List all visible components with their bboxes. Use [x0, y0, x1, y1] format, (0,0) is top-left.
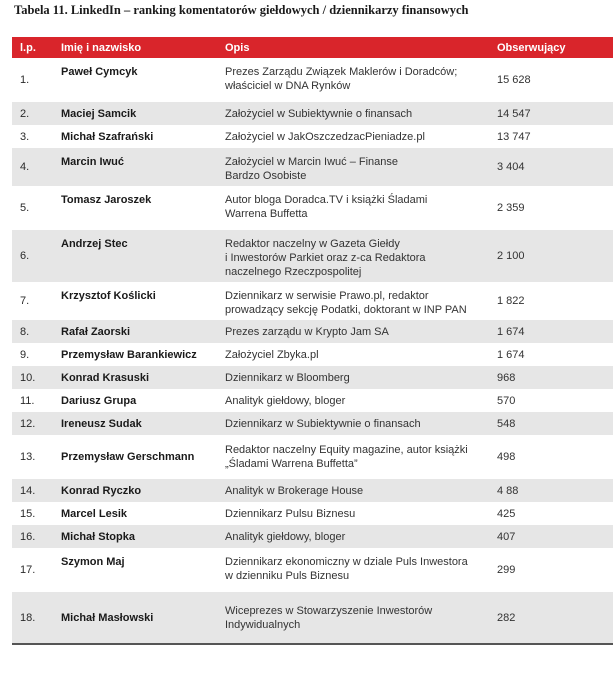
table-row	[12, 186, 613, 230]
table-row	[12, 389, 613, 412]
header-row	[12, 37, 613, 58]
row-lp: 17.	[12, 548, 53, 592]
row-description	[217, 125, 489, 148]
row-description-line: prowadzący sekcję Podatki, doktorant w INP PAN	[225, 304, 467, 316]
ranking-table	[12, 37, 613, 645]
row-name: Ireneusz Sudak	[53, 412, 217, 435]
table-row	[12, 320, 613, 343]
row-lp: 6.	[12, 230, 53, 282]
row-name: Marcel Lesik	[53, 502, 217, 525]
row-description-line: Analityk giełdowy, bloger	[225, 394, 346, 407]
row-description-line: Warrena Buffetta	[225, 208, 308, 220]
table-row	[12, 502, 613, 525]
row-lp: 12.	[12, 412, 53, 435]
row-description-line: Indywidualnych	[225, 618, 301, 631]
table-row	[12, 412, 613, 435]
row-name: Tomasz Jaroszek	[53, 186, 217, 230]
row-description-line: Prezes zarządu w Krypto Jam SA	[225, 325, 389, 338]
row-description-line: Dziennikarz w serwisie Prawo.pl, redaktor	[225, 290, 429, 302]
table-row	[12, 525, 613, 548]
row-name: Paweł Cymcyk	[53, 58, 217, 102]
row-followers: 2 100	[489, 230, 613, 282]
row-name: Andrzej Stec	[53, 230, 217, 282]
row-description-line: Dziennikarz w Subiektywnie o finansach	[225, 417, 421, 430]
row-description-line: Dziennikarz ekonomiczny w dziale Puls Inwestora	[225, 556, 468, 568]
column-header-name: Imię i nazwisko	[53, 37, 217, 58]
row-followers: 425	[489, 502, 613, 525]
row-followers: 14 547	[489, 102, 613, 125]
row-followers: 4 88	[489, 479, 613, 502]
row-description-line: naczelnego Rzeczpospolitej	[225, 266, 362, 278]
table-row	[12, 548, 613, 592]
row-description-line: w dzienniku Puls Biznesu	[225, 570, 350, 582]
row-description-line: Założyciel w Marcin Iwuć – Finanse	[225, 156, 399, 168]
row-description-line: Dziennikarz w Bloomberg	[225, 371, 350, 384]
row-followers: 15 628	[489, 58, 613, 102]
row-lp: 18.	[12, 592, 53, 644]
row-lp: 1.	[12, 58, 53, 102]
row-description-line: Autor bloga Doradca.TV i książki Śladami	[225, 194, 428, 206]
row-description-line: „Śladami Warrena Buffetta”	[225, 458, 358, 470]
row-description	[217, 479, 489, 502]
table-row	[12, 125, 613, 148]
row-name: Szymon Maj	[53, 548, 217, 592]
row-description-line: Założyciel Zbyka.pl	[225, 348, 319, 361]
row-description-line: Redaktor naczelny Equity magazine, autor książki	[225, 444, 468, 456]
row-description	[217, 435, 489, 479]
row-description	[217, 412, 489, 435]
row-name: Michał Masłowski	[53, 592, 217, 644]
row-lp: 3.	[12, 125, 53, 148]
row-followers: 282	[489, 592, 613, 644]
row-description-line: Redaktor naczelny w Gazeta Giełdy	[225, 238, 400, 250]
table-row	[12, 479, 613, 502]
row-description	[217, 548, 489, 592]
row-description	[217, 592, 489, 644]
row-name: Przemysław Gerschmann	[53, 435, 217, 479]
table-row	[12, 282, 613, 320]
row-name: Konrad Krasuski	[53, 366, 217, 389]
table-row	[12, 592, 613, 644]
row-description	[217, 502, 489, 525]
row-lp: 9.	[12, 343, 53, 366]
row-lp: 8.	[12, 320, 53, 343]
row-followers: 299	[489, 548, 613, 592]
row-description	[217, 525, 489, 548]
table-row	[12, 343, 613, 366]
table-row	[12, 230, 613, 282]
row-lp: 10.	[12, 366, 53, 389]
row-followers: 3 404	[489, 148, 613, 186]
row-lp: 14.	[12, 479, 53, 502]
row-description	[217, 282, 489, 320]
table-row	[12, 435, 613, 479]
table-row	[12, 366, 613, 389]
row-description-line: Analityk w Brokerage House	[225, 484, 364, 497]
row-followers: 968	[489, 366, 613, 389]
row-name: Michał Szafrański	[53, 125, 217, 148]
row-lp: 7.	[12, 282, 53, 320]
table-caption: Tabela 11. LinkedIn – ranking komentatorów giełdowych / dziennikarzy finansowych	[14, 3, 469, 17]
row-description-line: Założyciel w Subiektywnie o finansach	[225, 107, 413, 120]
row-lp: 2.	[12, 102, 53, 125]
row-name: Krzysztof Koślicki	[53, 282, 217, 320]
row-name: Dariusz Grupa	[53, 389, 217, 412]
table-row	[12, 58, 613, 102]
row-lp: 16.	[12, 525, 53, 548]
row-followers: 407	[489, 525, 613, 548]
row-description	[217, 230, 489, 282]
row-lp: 15.	[12, 502, 53, 525]
row-description-line: Analityk giełdowy, bloger	[225, 530, 346, 543]
row-description	[217, 58, 489, 102]
row-lp: 5.	[12, 186, 53, 230]
row-description-line: Prezes Zarządu Związek Maklerów i Doradców;	[225, 66, 458, 78]
row-lp: 11.	[12, 389, 53, 412]
table-row	[12, 102, 613, 125]
row-description	[217, 102, 489, 125]
row-description	[217, 186, 489, 230]
row-followers: 2 359	[489, 186, 613, 230]
row-name: Rafał Zaorski	[53, 320, 217, 343]
row-description-line: Bardzo Osobiste	[225, 170, 307, 182]
row-followers: 570	[489, 389, 613, 412]
row-name: Przemysław Barankiewicz	[53, 343, 217, 366]
table-row	[12, 148, 613, 186]
column-header-obs: Obserwujący	[489, 37, 613, 58]
row-description-line: Założyciel w JakOszczedzacPieniadze.pl	[225, 130, 425, 143]
row-description-line: właściciel w DNA Rynków	[225, 80, 351, 92]
row-name: Michał Stopka	[53, 525, 217, 548]
row-followers: 1 674	[489, 320, 613, 343]
column-header-desc: Opis	[217, 37, 489, 58]
row-description-line: i Inwestorów Parkiet oraz z-ca Redaktora	[225, 252, 426, 264]
row-lp: 4.	[12, 148, 53, 186]
row-followers: 1 822	[489, 282, 613, 320]
table-header	[12, 37, 613, 58]
row-followers: 13 747	[489, 125, 613, 148]
row-description	[217, 366, 489, 389]
row-description	[217, 343, 489, 366]
column-header-lp: l.p.	[12, 37, 53, 58]
row-followers: 498	[489, 435, 613, 479]
table-body	[12, 58, 613, 644]
row-description-line: Dziennikarz Pulsu Biznesu	[225, 507, 356, 520]
row-description-line: Wiceprezes w Stowarzyszenie Inwestorów	[225, 604, 433, 617]
row-description	[217, 148, 489, 186]
row-description	[217, 320, 489, 343]
row-lp: 13.	[12, 435, 53, 479]
row-followers: 1 674	[489, 343, 613, 366]
row-name: Konrad Ryczko	[53, 479, 217, 502]
row-name: Marcin Iwuć	[53, 148, 217, 186]
row-description	[217, 389, 489, 412]
row-followers: 548	[489, 412, 613, 435]
row-name: Maciej Samcik	[53, 102, 217, 125]
